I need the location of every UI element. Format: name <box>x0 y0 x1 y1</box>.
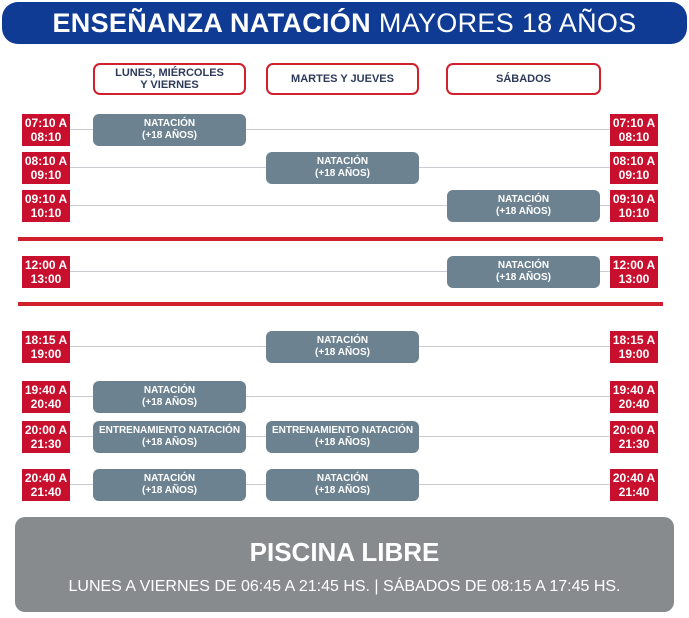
class-name: ENTRENAMIENTO NATACIÓN <box>98 425 241 436</box>
time-start: 07:10 A <box>612 116 656 130</box>
time-end: 09:10 <box>618 168 650 182</box>
class-box <box>266 421 419 453</box>
page-title <box>2 2 687 44</box>
time-badge-right <box>610 469 658 501</box>
class-name: NATACIÓN <box>143 385 196 396</box>
time-start: 19:40 A <box>24 383 68 397</box>
class-name: NATACIÓN <box>316 473 369 484</box>
class-age: (+18 AÑOS) <box>142 130 197 141</box>
day-label: Y VIERNES <box>140 79 199 91</box>
class-name: NATACIÓN <box>497 260 550 271</box>
piscina-libre-box <box>15 517 674 612</box>
schedule-row <box>0 152 689 184</box>
day-label: SÁBADOS <box>495 73 551 85</box>
class-box <box>266 152 419 184</box>
schedule-row <box>0 114 689 146</box>
class-name: NATACIÓN <box>316 156 369 167</box>
class-age: (+18 AÑOS) <box>496 272 551 283</box>
time-end: 20:40 <box>30 397 62 411</box>
time-start: 09:10 A <box>612 192 656 206</box>
class-box <box>93 469 246 501</box>
class-box <box>266 331 419 363</box>
time-end: 21:30 <box>30 437 62 451</box>
time-end: 10:10 <box>618 206 650 220</box>
day-label: LUNES, MIÉRCOLES <box>115 67 224 79</box>
class-age: (+18 AÑOS) <box>496 206 551 217</box>
class-box <box>447 190 600 222</box>
time-badge-left <box>22 256 70 288</box>
time-end: 09:10 <box>30 168 62 182</box>
time-badge-right <box>610 331 658 363</box>
time-badge-right <box>610 256 658 288</box>
class-name: NATACIÓN <box>143 473 196 484</box>
time-start: 18:15 A <box>24 333 68 347</box>
class-box <box>266 469 419 501</box>
time-start: 20:40 A <box>612 471 656 485</box>
time-badge-left <box>22 469 70 501</box>
time-end: 13:00 <box>618 272 650 286</box>
libre-hours: LUNES A VIERNES DE 06:45 A 21:45 HS. | SÁBADOS DE 08:15 A 17:45 HS. <box>68 578 621 595</box>
time-start: 12:00 A <box>612 258 656 272</box>
time-start: 20:00 A <box>612 423 656 437</box>
class-name: NATACIÓN <box>497 194 550 205</box>
time-badge-left <box>22 152 70 184</box>
time-end: 19:00 <box>30 347 62 361</box>
title-rest: MAYORES 18 AÑOS <box>378 7 637 38</box>
time-end: 21:40 <box>618 485 650 499</box>
schedule-row <box>0 381 689 413</box>
class-name: NATACIÓN <box>143 118 196 129</box>
time-start: 09:10 A <box>24 192 68 206</box>
schedule-row <box>0 469 689 501</box>
class-box <box>447 256 600 288</box>
class-age: (+18 AÑOS) <box>142 397 197 408</box>
class-name: NATACIÓN <box>316 335 369 346</box>
class-age: (+18 AÑOS) <box>315 168 370 179</box>
day-label: MARTES Y JUEVES <box>291 73 394 85</box>
libre-title: PISCINA LIBRE <box>249 537 440 567</box>
time-start: 20:00 A <box>24 423 68 437</box>
class-box <box>93 421 246 453</box>
section-divider <box>18 237 663 241</box>
time-badge-left <box>22 421 70 453</box>
class-age: (+18 AÑOS) <box>315 437 370 448</box>
time-badge-left <box>22 331 70 363</box>
time-end: 21:40 <box>30 485 62 499</box>
day-header-sab <box>446 63 601 95</box>
time-start: 19:40 A <box>612 383 656 397</box>
time-badge-right <box>610 152 658 184</box>
time-start: 20:40 A <box>24 471 68 485</box>
time-end: 21:30 <box>618 437 650 451</box>
class-age: (+18 AÑOS) <box>315 485 370 496</box>
time-end: 10:10 <box>30 206 62 220</box>
class-age: (+18 AÑOS) <box>142 485 197 496</box>
time-end: 08:10 <box>618 130 650 144</box>
day-header-lmv <box>93 63 246 95</box>
class-name: ENTRENAMIENTO NATACIÓN <box>271 425 414 436</box>
class-age: (+18 AÑOS) <box>315 347 370 358</box>
section-divider <box>18 302 663 306</box>
schedule-row <box>0 190 689 222</box>
time-start: 08:10 A <box>612 154 656 168</box>
schedule-row <box>0 421 689 453</box>
time-start: 12:00 A <box>24 258 68 272</box>
time-badge-left <box>22 190 70 222</box>
class-age: (+18 AÑOS) <box>142 437 197 448</box>
time-badge-left <box>22 381 70 413</box>
title-bold: ENSEÑANZA NATACIÓN <box>52 7 371 38</box>
day-header-mj <box>266 63 419 95</box>
class-box <box>93 381 246 413</box>
time-badge-right <box>610 381 658 413</box>
time-badge-right <box>610 421 658 453</box>
time-end: 20:40 <box>618 397 650 411</box>
schedule-row <box>0 331 689 363</box>
time-start: 08:10 A <box>24 154 68 168</box>
time-badge-left <box>22 114 70 146</box>
time-start: 07:10 A <box>24 116 68 130</box>
time-end: 13:00 <box>30 272 62 286</box>
time-badge-right <box>610 190 658 222</box>
time-badge-right <box>610 114 658 146</box>
schedule-row <box>0 256 689 288</box>
time-end: 08:10 <box>30 130 62 144</box>
time-end: 19:00 <box>618 347 650 361</box>
class-box <box>93 114 246 146</box>
time-start: 18:15 A <box>612 333 656 347</box>
